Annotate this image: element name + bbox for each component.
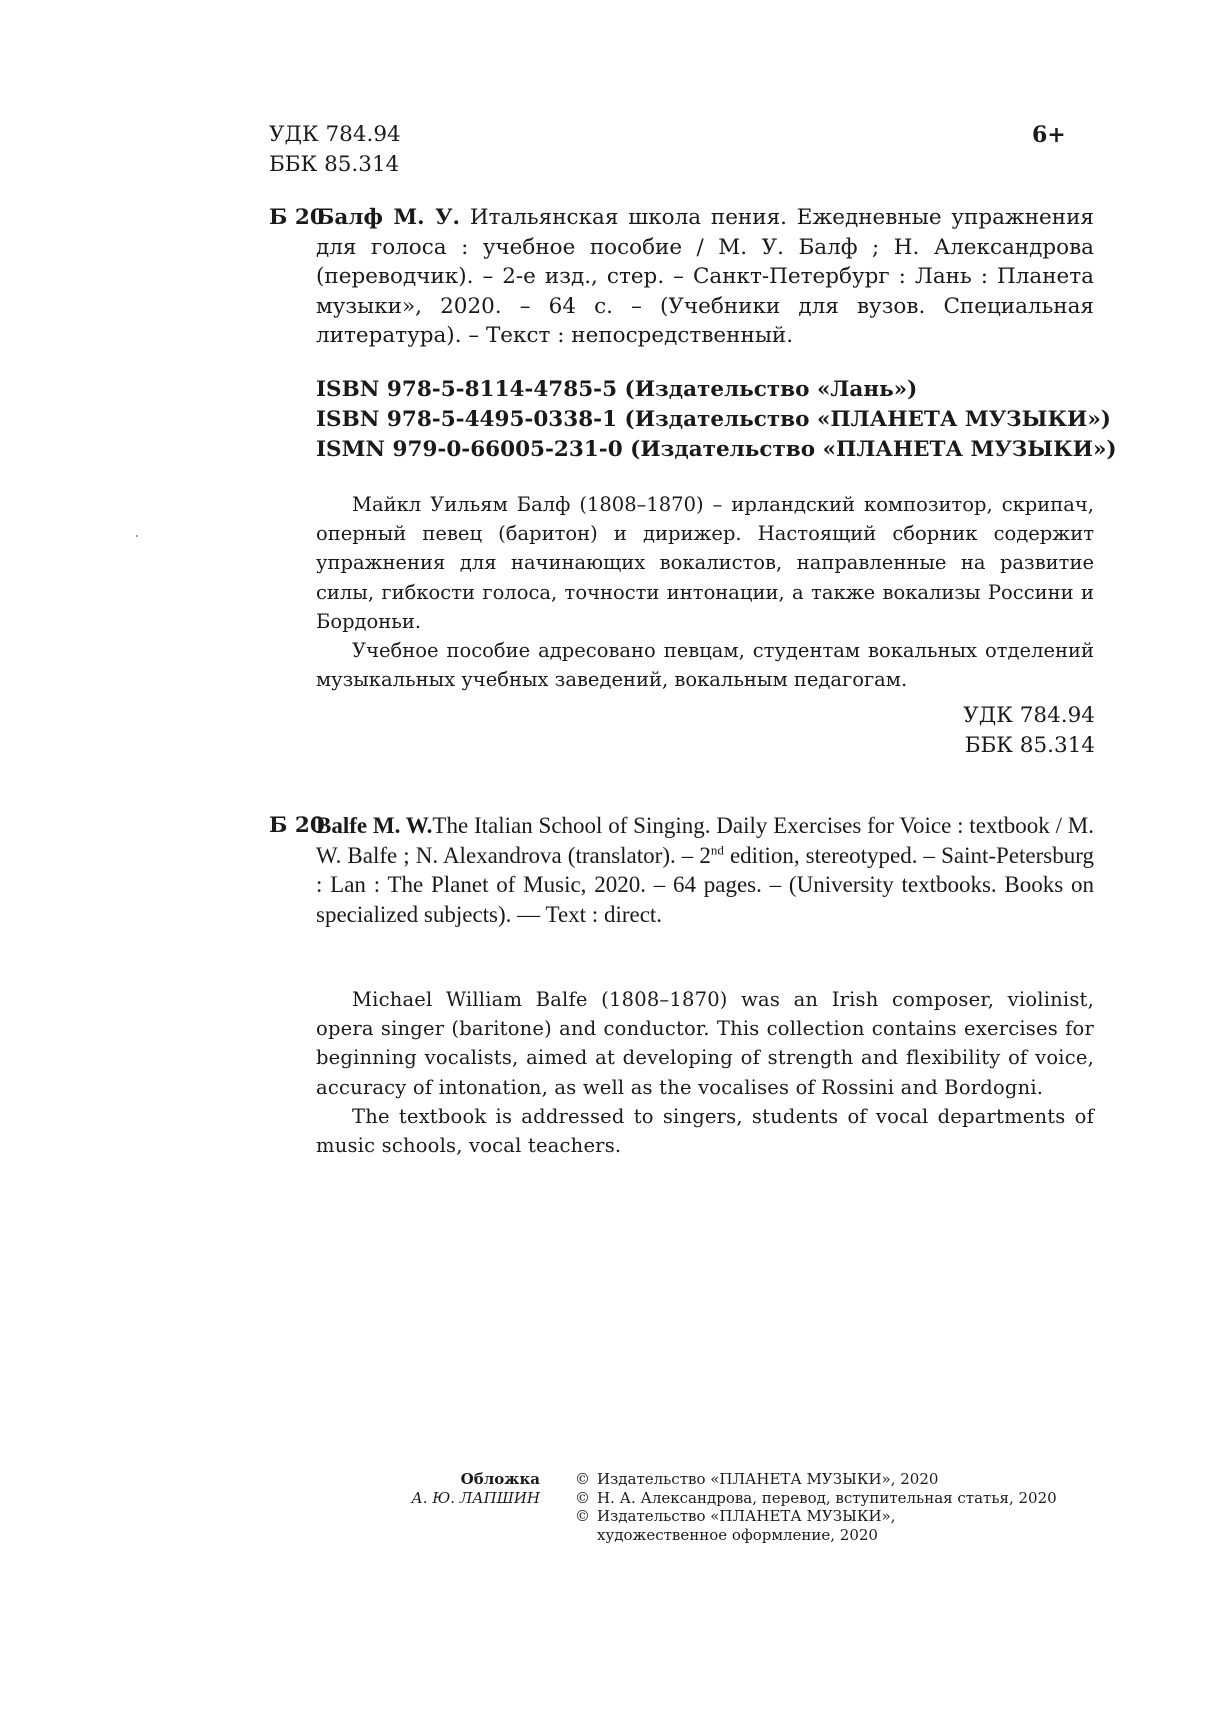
copyright-notices [575,1470,1057,1544]
entry-text: The Italian School of Singing. Daily Exercises for Voice : textbook / M. W. Balfe ; N. Alexandrova (translator). – 2 [316,813,1095,868]
bibliographic-entry-en [269,811,1094,929]
isbn-line: ISBN 978-5-8114-4785-5 (Издательство «Лань») [316,377,918,402]
annotation-paragraph: Michael William Balfe (1808–1870) was an Irish composer, violinist, opera singer (baritone) and conductor. This collection contains exercises for beginning vocalists, aimed at developing of strength and flexibility of voice, accuracy of intonation, as well as the vocalises of Rossini and Bordogni. [316,988,1094,1099]
copyright-icon: © [575,1488,590,1507]
udk-code: УДК 784.94 [269,122,401,147]
bibliographic-entry-ru [269,203,1094,351]
ismn-line: ISMN 979-0-66005-231-0 (Издательство «ПЛАНЕТА МУЗЫКИ») [316,437,1117,462]
annotation-paragraph: Учебное пособие адресовано певцам, студентам вокальных отделений музыкальных учебных заведений, вокальным педагогам. [316,639,1094,692]
copyright-icon: © [575,1470,590,1488]
cover-designer: А. Ю. ЛАПШИН [411,1488,540,1507]
age-rating: 6+ [1032,122,1066,148]
ordinal-suffix: nd [710,841,724,857]
annotation-en [316,985,1094,1160]
entry-author: Balfe M. W. [316,813,433,838]
copyright-line: © Издательство «ПЛАНЕТА МУЗЫКИ», [575,1507,896,1525]
cover-credit [360,1470,540,1507]
annotation-ru [316,490,1094,694]
isbn-list [316,375,1117,465]
entry-text-continued: edition, stereotyped. – Saint-Petersburg : Lan : The Planet of Music, 2020. – 64 pages. – (University textbooks. Books on specialized subjects). — Text : direct. [316,842,1094,927]
bbk-code: ББК 85.314 [269,152,400,177]
cover-label: Обложка [460,1470,540,1488]
entry-text: Итальянская школа пения. Ежедневные упражнения для голоса : учебное пособие / М. У. Балф ; Н. Александрова (переводчик). – 2-е изд., стер. – Санкт-Петербург : Лань : Планета музыки», 2020. – 64 с. – (Учебники для вузов. Специальная литература). – Текст : непосредственный. [316,205,1094,349]
annotation-paragraph: Майкл Уильям Балф (1808–1870) – ирландский композитор, скрипач, оперный певец (баритон) и дирижер. Настоящий сборник содержит упражнения для начинающих вокалистов, направленные на развитие силы, гибкости голоса, точности интонации, а также вокализы Россини и Бордоньи. [316,493,1094,633]
copyright-icon: © [575,1507,590,1525]
isbn-line: ISBN 978-5-4495-0338-1 (Издательство «ПЛАНЕТА МУЗЫКИ») [316,407,1111,432]
copyright-line: © Издательство «ПЛАНЕТА МУЗЫКИ», 2020 [575,1470,939,1488]
margin-mark [136,535,138,537]
classification-codes-top [269,120,401,180]
annotation-paragraph: The textbook is addressed to singers, students of vocal departments of music schools, vocal teachers. [316,1104,1094,1158]
entry-code: Б 20 [269,813,325,838]
entry-code: Б 20 [269,205,325,230]
entry-description [316,811,1094,929]
classification-codes-right [963,701,1095,761]
entry-description [316,203,1094,351]
entry-author: Балф М. У. [316,205,460,230]
udk-code: УДК 784.94 [963,703,1095,728]
copyright-line-continued: художественное оформление, 2020 [597,1525,878,1544]
copyright-line: © Н. А. Александрова, перевод, вступительная статья, 2020 [575,1488,1057,1507]
bbk-code: ББК 85.314 [964,733,1095,758]
